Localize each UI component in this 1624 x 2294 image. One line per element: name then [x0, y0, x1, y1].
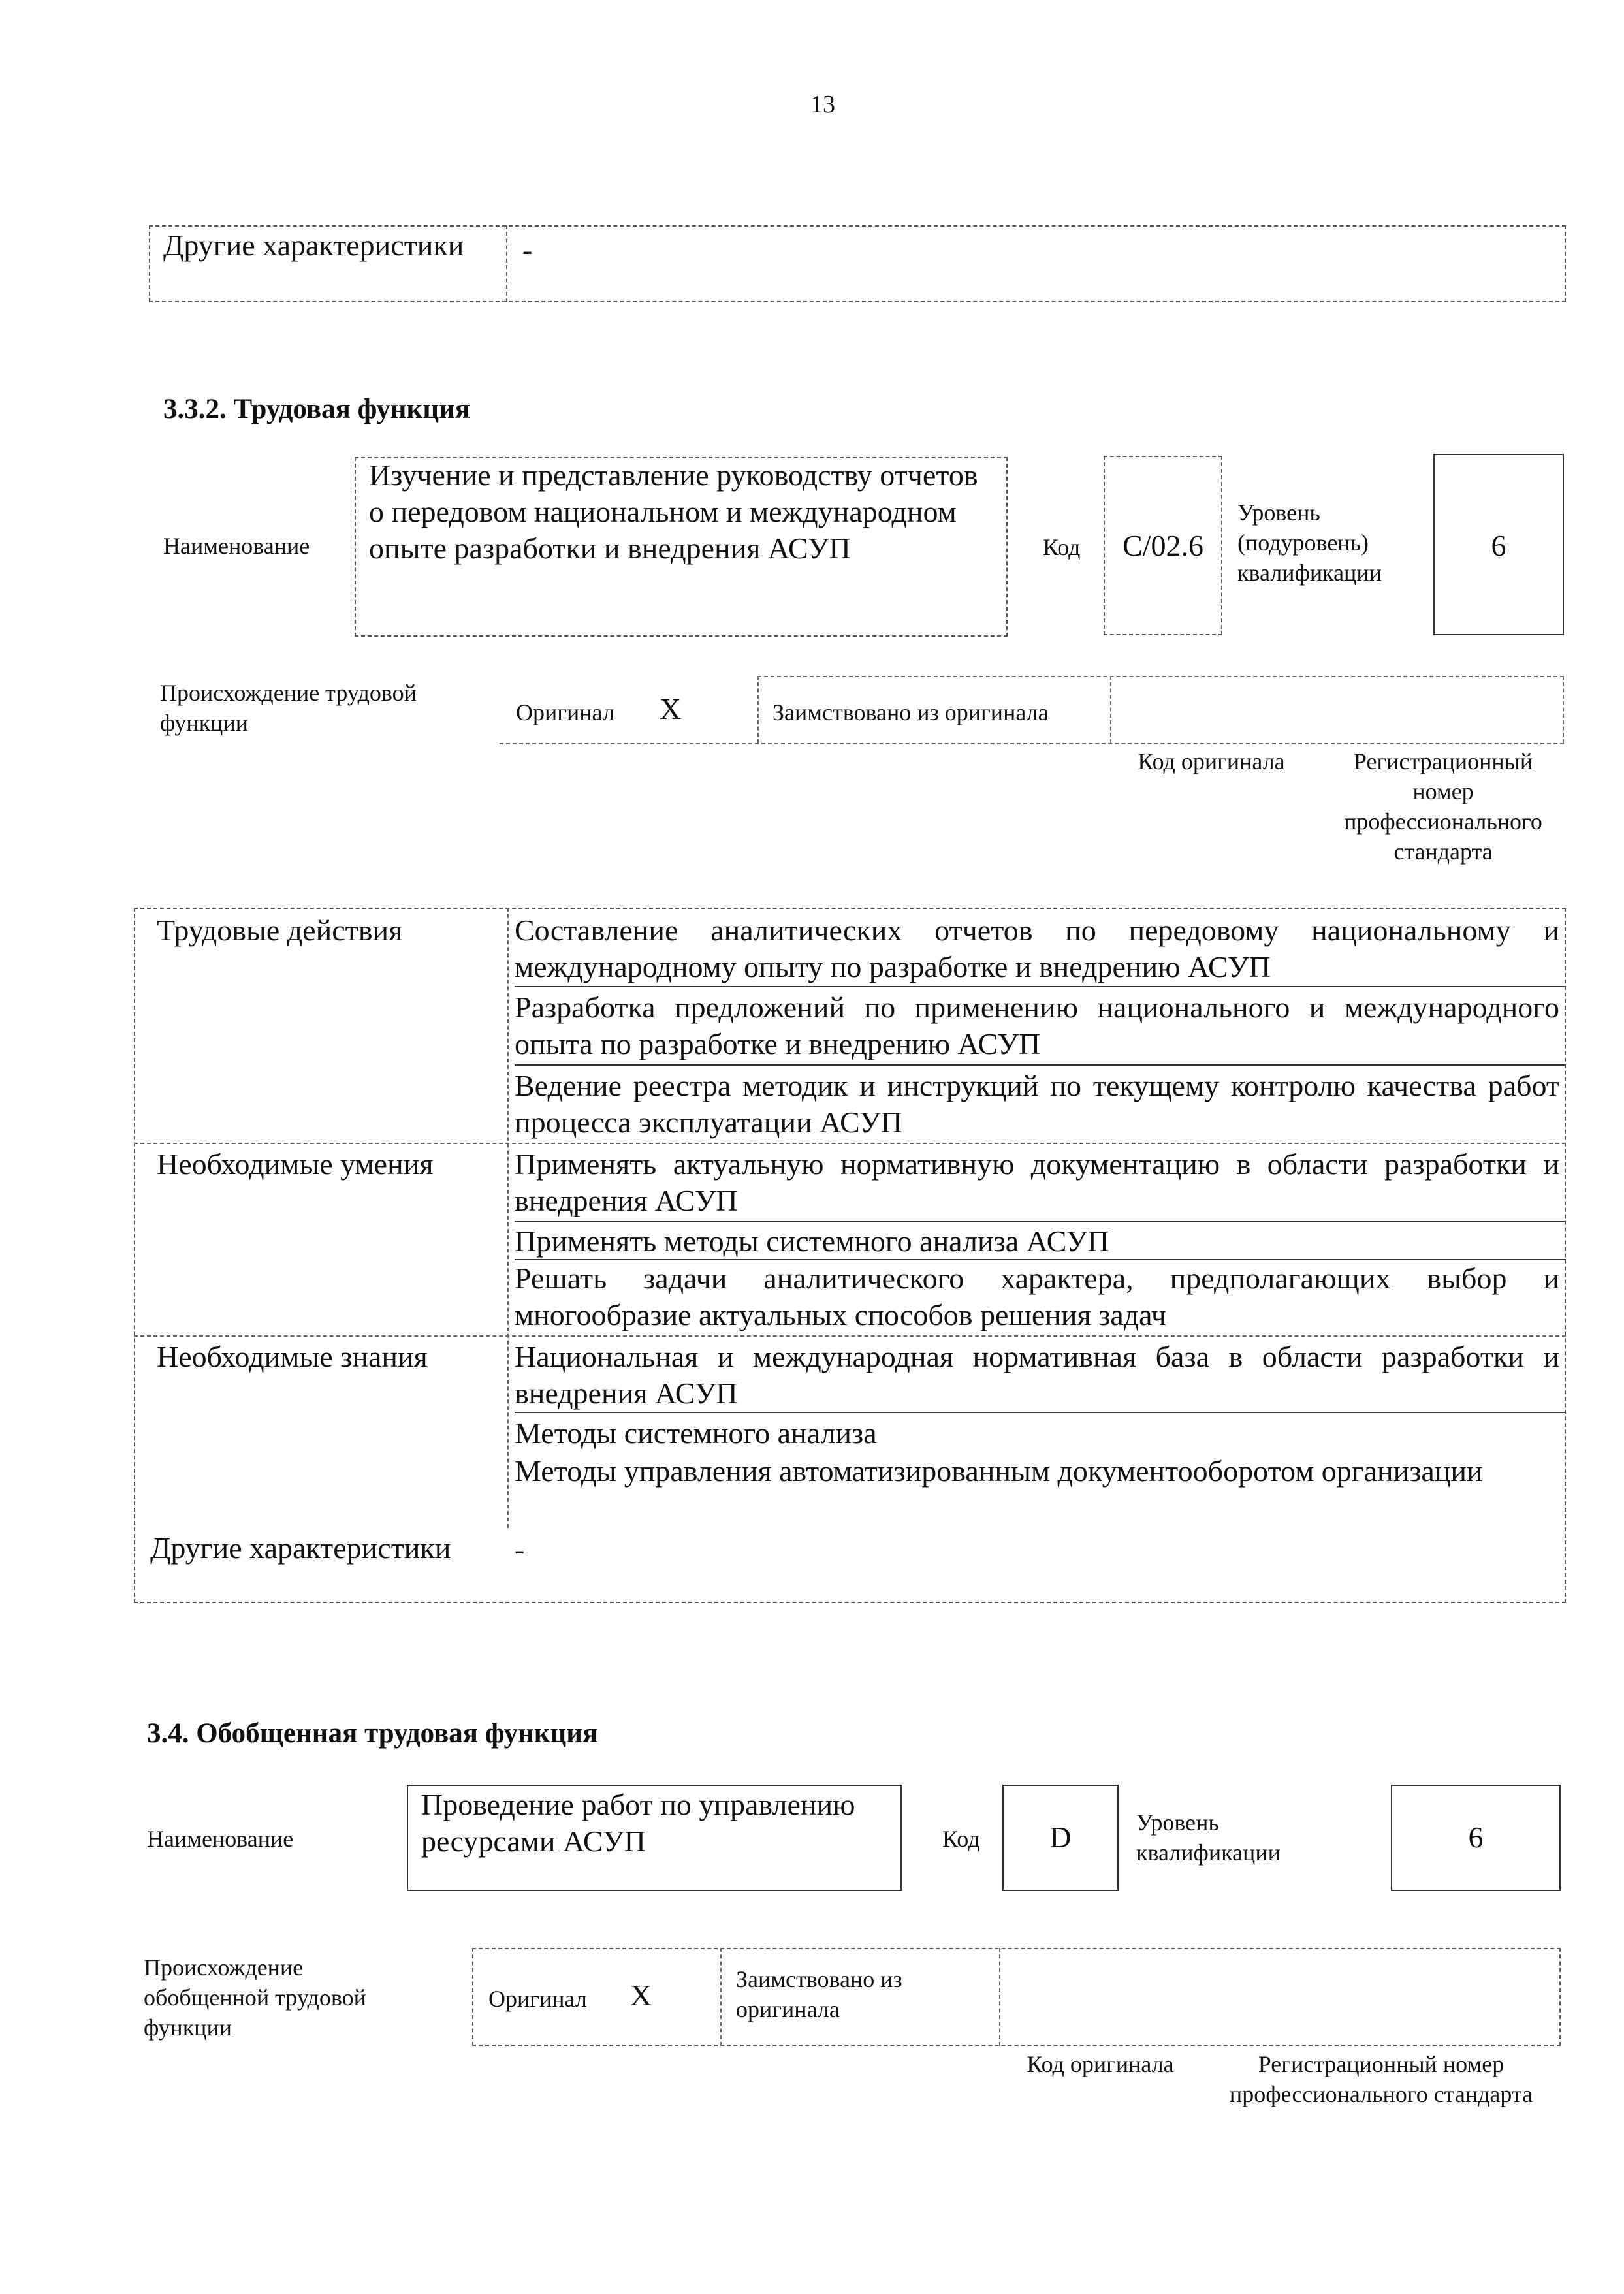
borrowed-label: Заимствовано из оригинала [772, 699, 1049, 725]
top-other-value: - [522, 233, 533, 266]
list-item: Составление аналитических отчетов по передовому национальному и международному опыту по разработке и внедрению АСУП [515, 914, 1559, 983]
labor-actions-label: Трудовые действия [157, 914, 403, 947]
knowledge-label: Необходимые знания [157, 1340, 428, 1373]
section-34-heading: 3.4. Обобщенная трудовая функция [147, 1718, 598, 1749]
level-label: Уровень квалификации [1136, 1809, 1281, 1866]
origin-label: Происхождение трудовой функции [160, 680, 417, 736]
original-mark: X [660, 692, 682, 725]
code-original-caption: Код оригинала [1138, 748, 1285, 774]
code-label: Код [942, 1826, 980, 1852]
page-number: 13 [810, 91, 835, 118]
function-name: Проведение работ по управлению ресурсами АСУП [421, 1788, 855, 1858]
level-value: 6 [1468, 1821, 1484, 1854]
function-name: Изучение и представление руководству отчетов о передовом национальном и международном опыте разработки и внедрения АСУП [369, 458, 978, 565]
original-label: Оригинал [516, 699, 614, 725]
code-value: D [1049, 1821, 1072, 1854]
list-item: Национальная и международная нормативная база в области разработки и внедрения АСУП [515, 1340, 1559, 1410]
original-label: Оригинал [488, 1986, 587, 2012]
list-item: Применять актуальную нормативную документацию в области разработки и внедрения АСУП [515, 1147, 1559, 1217]
list-item: Применять методы системного анализа АСУП [515, 1224, 1109, 1258]
origin-label: Происхождение обобщенной трудовой функции [144, 1954, 366, 2041]
other-value: - [515, 1533, 525, 1566]
name-label: Наименование [147, 1826, 294, 1852]
level-value: 6 [1491, 529, 1506, 562]
code-label: Код [1043, 534, 1081, 560]
other-label: Другие характеристики [150, 1531, 451, 1565]
list-item: Методы системного анализа [515, 1416, 877, 1450]
list-item: Ведение реестра методик и инструкций по текущему контролю качества работ процесса эксплуатации АСУП [515, 1069, 1559, 1139]
borrowed-label: Заимствовано из оригинала [736, 1966, 902, 2022]
list-item: Решать задачи аналитического характера, предполагающих выбор и многообразие актуальных способов решения задач [515, 1262, 1559, 1331]
section-332-heading: 3.3.2. Трудовая функция [163, 394, 471, 424]
reg-number-caption: Регистрационный номер профессионального стандарта [1344, 748, 1542, 865]
reg-number-caption: Регистрационный номер профессионального стандарта [1229, 2051, 1533, 2107]
skills-label: Необходимые умения [157, 1147, 434, 1181]
name-label: Наименование [163, 533, 310, 559]
list-item: Разработка предложений по применению национального и международного опыта по разработке и внедрению АСУП [515, 991, 1559, 1060]
original-mark: X [630, 1979, 652, 2012]
level-label: Уровень (подуровень) квалификации [1237, 500, 1382, 586]
list-item: Методы управления автоматизированным документооборотом организации [515, 1454, 1483, 1488]
code-original-caption: Код оригинала [1027, 2051, 1174, 2077]
top-other-label: Другие характеристики [163, 229, 464, 262]
code-value: C/02.6 [1122, 529, 1203, 562]
